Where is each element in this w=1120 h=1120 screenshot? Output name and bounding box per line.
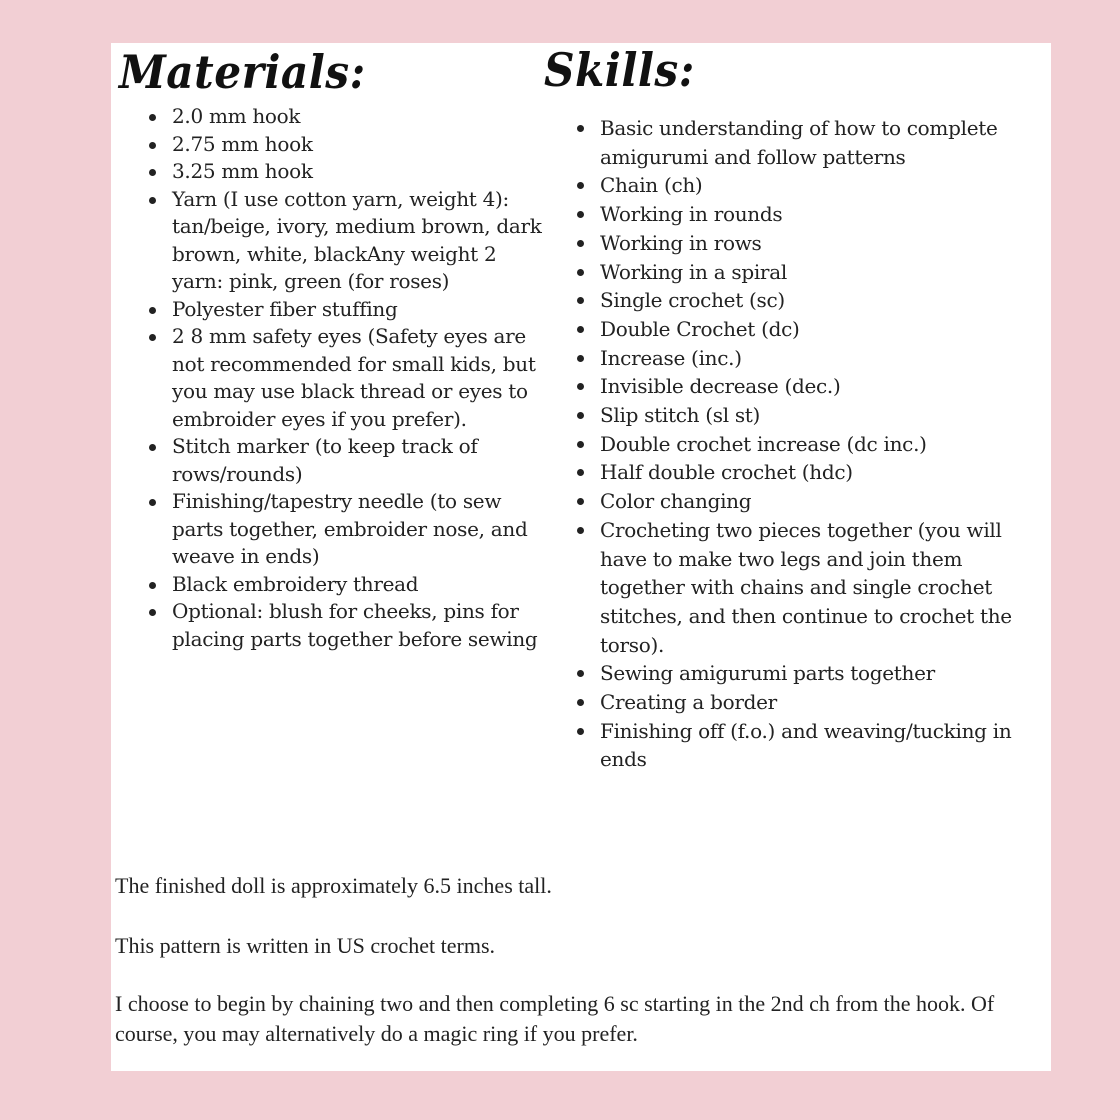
skills-item: Double crochet increase (dc inc.) <box>574 430 1014 459</box>
crochet-terms-note: This pattern is written in US crochet terms. <box>115 933 496 958</box>
skills-item: Increase (inc.) <box>574 344 1014 373</box>
materials-item: Finishing/tapestry needle (to sew parts together, embroider nose, and weave in ends) <box>146 488 546 571</box>
doll-size-note: The finished doll is approximately 6.5 inches tall. <box>115 873 552 898</box>
skills-item: Working in a spiral <box>574 258 1014 287</box>
starting-method-note: I choose to begin by chaining two and then completing 6 sc starting in the 2nd ch from the hook. Of course, you may alternatively do a magic ring if you prefer. <box>115 991 995 1046</box>
skills-item: Chain (ch) <box>574 171 1014 200</box>
materials-item: Optional: blush for cheeks, pins for placing parts together before sewing <box>146 598 546 653</box>
materials-item: Yarn (I use cotton yarn, weight 4): tan/beige, ivory, medium brown, dark brown, white, blackAny weight 2 yarn: pink, green (for roses) <box>146 186 546 296</box>
skills-item: Color changing <box>574 487 1014 516</box>
materials-heading: Materials: <box>119 45 366 99</box>
materials-list <box>146 103 546 653</box>
skills-item: Double Crochet (dc) <box>574 315 1014 344</box>
skills-item: Finishing off (f.o.) and weaving/tucking in ends <box>574 717 1014 774</box>
skills-item: Creating a border <box>574 688 1014 717</box>
skills-heading: Skills: <box>544 43 695 97</box>
skills-item: Invisible decrease (dec.) <box>574 372 1014 401</box>
skills-item: Crocheting two pieces together (you will have to make two legs and join them together with chains and single crochet stitches, and then continue to crochet the torso). <box>574 516 1014 660</box>
pattern-page <box>111 43 1051 1071</box>
skills-item: Working in rounds <box>574 200 1014 229</box>
materials-item: Stitch marker (to keep track of rows/rounds) <box>146 433 546 488</box>
materials-item: 2.0 mm hook <box>146 103 546 131</box>
skills-item: Half double crochet (hdc) <box>574 458 1014 487</box>
materials-item: Black embroidery thread <box>146 571 546 599</box>
materials-item: 3.25 mm hook <box>146 158 546 186</box>
materials-item: 2 8 mm safety eyes (Safety eyes are not recommended for small kids, but you may use black thread or eyes to embroider eyes if you prefer). <box>146 323 546 433</box>
skills-item: Basic understanding of how to complete amigurumi and follow patterns <box>574 114 1014 171</box>
skills-list <box>574 114 1014 774</box>
materials-item: Polyester fiber stuffing <box>146 296 546 324</box>
materials-item: 2.75 mm hook <box>146 131 546 159</box>
skills-item: Slip stitch (sl st) <box>574 401 1014 430</box>
skills-item: Working in rows <box>574 229 1014 258</box>
skills-item: Sewing amigurumi parts together <box>574 659 1014 688</box>
skills-item: Single crochet (sc) <box>574 286 1014 315</box>
